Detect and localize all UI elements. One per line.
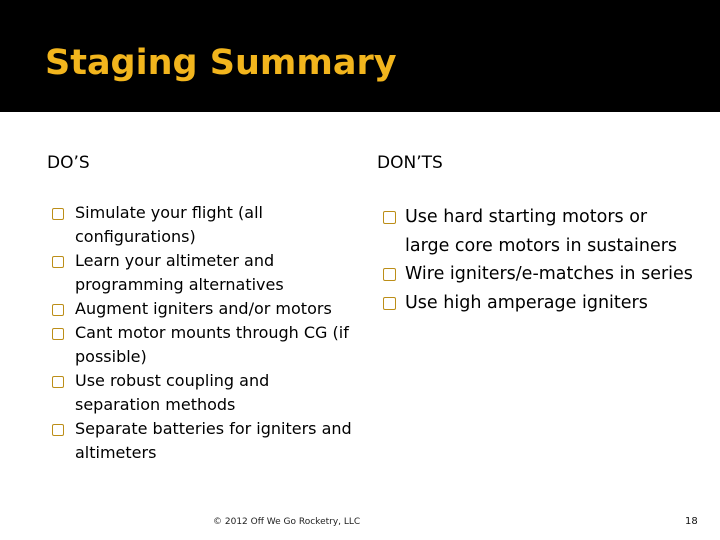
- slide-title: Staging Summary: [45, 43, 397, 83]
- dos-list: [52, 201, 352, 465]
- bullet-text: Separate batteries for igniters and altimeters: [75, 419, 352, 462]
- bullet-text: Cant motor mounts through CG (if possible): [75, 323, 349, 366]
- list-item: [52, 417, 352, 465]
- copyright-footer: © 2012 Off We Go Rocketry, LLC: [213, 517, 361, 527]
- bullet-text: Use high amperage igniters: [405, 292, 648, 313]
- list-item: [52, 201, 352, 249]
- bullet-text: Simulate your flight (all configurations): [75, 203, 263, 246]
- square-bullet-icon: [383, 268, 396, 281]
- bullet-text: Learn your altimeter and programming alternatives: [75, 251, 284, 294]
- list-item: [383, 289, 693, 318]
- list-item: [52, 297, 352, 321]
- bullet-text: Wire igniters/e-matches in series: [405, 264, 693, 284]
- list-item: [52, 369, 352, 417]
- list-item: [52, 321, 352, 369]
- square-bullet-icon: [52, 304, 64, 316]
- square-bullet-icon: [52, 256, 64, 268]
- dos-heading: DO’S: [47, 153, 90, 173]
- bullet-text: Use hard starting motors or large core motors in sustainers: [405, 207, 678, 256]
- list-item: [52, 249, 352, 297]
- title-bar: [0, 0, 720, 112]
- list-item: [383, 260, 693, 289]
- bullet-text: Augment igniters and/or motors: [75, 299, 332, 318]
- square-bullet-icon: [52, 424, 64, 436]
- square-bullet-icon: [52, 208, 64, 220]
- donts-heading: DON’TS: [377, 153, 443, 173]
- square-bullet-icon: [52, 376, 64, 388]
- list-item: [383, 203, 693, 260]
- square-bullet-icon: [383, 211, 396, 224]
- bullet-text: Use robust coupling and separation methods: [75, 371, 270, 414]
- square-bullet-icon: [383, 297, 396, 310]
- page-number: 18: [685, 516, 698, 527]
- square-bullet-icon: [52, 328, 64, 340]
- donts-list: [383, 203, 693, 317]
